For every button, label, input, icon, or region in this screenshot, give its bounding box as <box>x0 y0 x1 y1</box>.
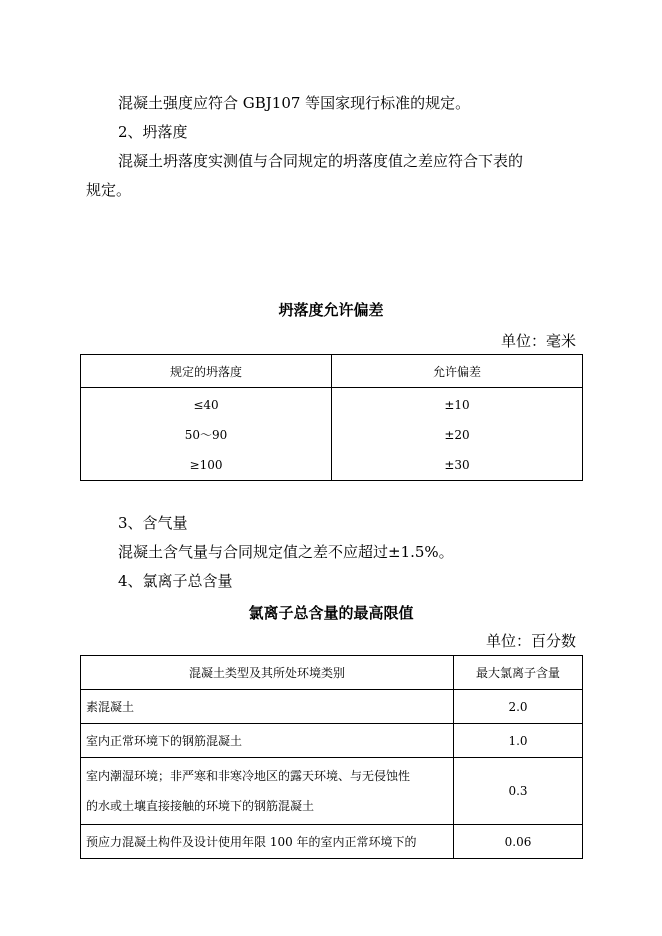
table-cell-line: 室内潮湿环境；非严寒和非寒冷地区的露天环境、与无侵蚀性 <box>86 769 411 783</box>
table-cell: 1.0 <box>454 724 583 758</box>
table-header-row <box>81 656 583 690</box>
table-cell: 室内正常环境下的钢筋混凝土 <box>81 724 454 758</box>
chloride-table-title: 氯离子总含量的最高限值 <box>248 604 414 622</box>
table-header-cell: 混凝土类型及其所处环境类别 <box>81 656 454 690</box>
table-cell: ±10 <box>444 398 470 412</box>
heading-air-content: 3、含气量 <box>118 514 188 532</box>
chloride-table <box>80 655 583 859</box>
table-row <box>81 758 583 825</box>
table-header-cell: 允许偏差 <box>332 355 583 388</box>
table-header-cell: 规定的坍落度 <box>81 355 332 388</box>
table-cell: ±30 <box>444 458 470 472</box>
slump-table-unit: 单位：毫米 <box>500 332 576 350</box>
heading-chloride: 4、氯离子总含量 <box>118 572 233 590</box>
table-body-row <box>81 388 583 481</box>
table-cell: 0.3 <box>454 758 583 825</box>
paragraph-strength: 混凝土强度应符合 GBJ107 等国家现行标准的规定。 <box>118 94 471 112</box>
table-row <box>81 690 583 724</box>
table-row <box>81 724 583 758</box>
table-cell: ≥100 <box>189 458 223 472</box>
paragraph-air-content: 混凝土含气量与合同规定值之差不应超过±1.5%。 <box>118 543 454 561</box>
table-cell <box>81 758 454 825</box>
table-cell: 50～90 <box>184 428 228 442</box>
heading-slump: 2、坍落度 <box>118 123 188 141</box>
table-header-row <box>81 355 583 388</box>
paragraph-slump-line1: 混凝土坍落度实测值与合同规定的坍落度值之差应符合下表的 <box>118 152 524 170</box>
chloride-table-unit: 单位：百分数 <box>485 632 576 650</box>
slump-table <box>80 354 583 481</box>
table-header-cell: 最大氯离子含量 <box>454 656 583 690</box>
paragraph-slump-line2: 规定。 <box>86 181 132 199</box>
table-row <box>81 825 583 859</box>
table-cell: 预应力混凝土构件及设计使用年限 100 年的室内正常环境下的 <box>81 825 454 859</box>
slump-value-column <box>81 388 332 481</box>
table-cell: 素混凝土 <box>81 690 454 724</box>
slump-table-title: 坍落度允许偏差 <box>278 301 384 319</box>
tolerance-column <box>332 388 583 481</box>
table-cell: ±20 <box>444 428 470 442</box>
table-cell-line: 的水或土壤直接接触的环境下的钢筋混凝土 <box>86 799 315 813</box>
table-cell: ≤40 <box>193 398 219 412</box>
table-cell: 2.0 <box>454 690 583 724</box>
table-cell: 0.06 <box>454 825 583 859</box>
